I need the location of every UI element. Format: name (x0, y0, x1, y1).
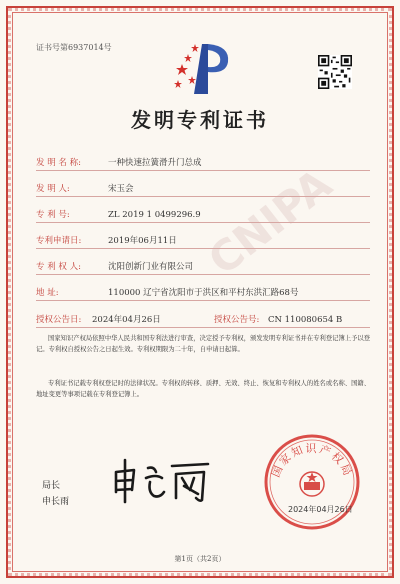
address-label: 地 址: (36, 288, 59, 298)
filing-date-value: 2019年06月11日 (108, 236, 177, 246)
invention-name-row (36, 158, 370, 171)
patentee-label: 专 利 权 人: (36, 262, 81, 272)
certificate-paragraph-1: 国家知识产权局依照中华人民共和国专利法进行审查，决定授予专利权，颁发发明专利证书并在专利登记簿上予以登记。专利权自授权公告之日起生效。专利权期限为二十年，自申请日起算。 (36, 335, 370, 353)
grant-date-label: 授权公告日: (36, 315, 82, 325)
patentee-row (36, 262, 370, 275)
page-title: 发明专利证书 (131, 108, 269, 132)
patent-number-label: 专 利 号: (36, 210, 70, 220)
inventor-row (36, 184, 370, 197)
handwritten-signature (110, 456, 220, 506)
grant-number-value: CN 110080654 B (268, 315, 343, 325)
certificate-number: 证书号第6937014号 (36, 43, 112, 52)
patent-number-row (36, 210, 370, 223)
address-value: 110000 辽宁省沈阳市于洪区和平村东洪汇路68号 (108, 288, 299, 298)
page-number: 第1页（共2页） (174, 555, 226, 563)
filing-date-label: 专利申请日: (36, 236, 82, 246)
invention-name-value: 一种快速拉簧滑升门总成 (108, 158, 202, 168)
grant-number-label: 授权公告号: (214, 315, 260, 325)
patentee-value: 沈阳创新门业有限公司 (108, 262, 194, 272)
patent-number-value: ZL 2019 1 0499296.9 (108, 210, 201, 220)
official-seal (262, 432, 362, 532)
seal-emblem-icon (300, 472, 324, 496)
cnipa-logo-icon (172, 36, 236, 100)
grant-row (36, 315, 370, 328)
seal-date: 2024年04月26日 (288, 505, 353, 514)
grant-date-value: 2024年04月26日 (92, 315, 161, 325)
signatory-title: 局长 (42, 481, 61, 491)
watermark-text: CNIPA (199, 159, 341, 285)
inventor-label: 发 明 人: (36, 184, 70, 194)
seal-text: 国家知识产权局 (269, 442, 355, 480)
invention-name-label: 发 明 名 称: (36, 158, 81, 168)
filing-date-row (36, 236, 370, 249)
address-row (36, 288, 370, 301)
inventor-value: 宋玉会 (108, 184, 134, 194)
certificate-paragraph-2: 专利证书记载专利权登记时的法律状况。专利权的转移、质押、无效、终止、恢复和专利权人的姓名或名称、国籍、地址变更等事项记载在专利登记簿上。 (36, 380, 370, 398)
signatory-name: 申长雨 (42, 497, 70, 507)
qr-code-icon (318, 55, 352, 89)
